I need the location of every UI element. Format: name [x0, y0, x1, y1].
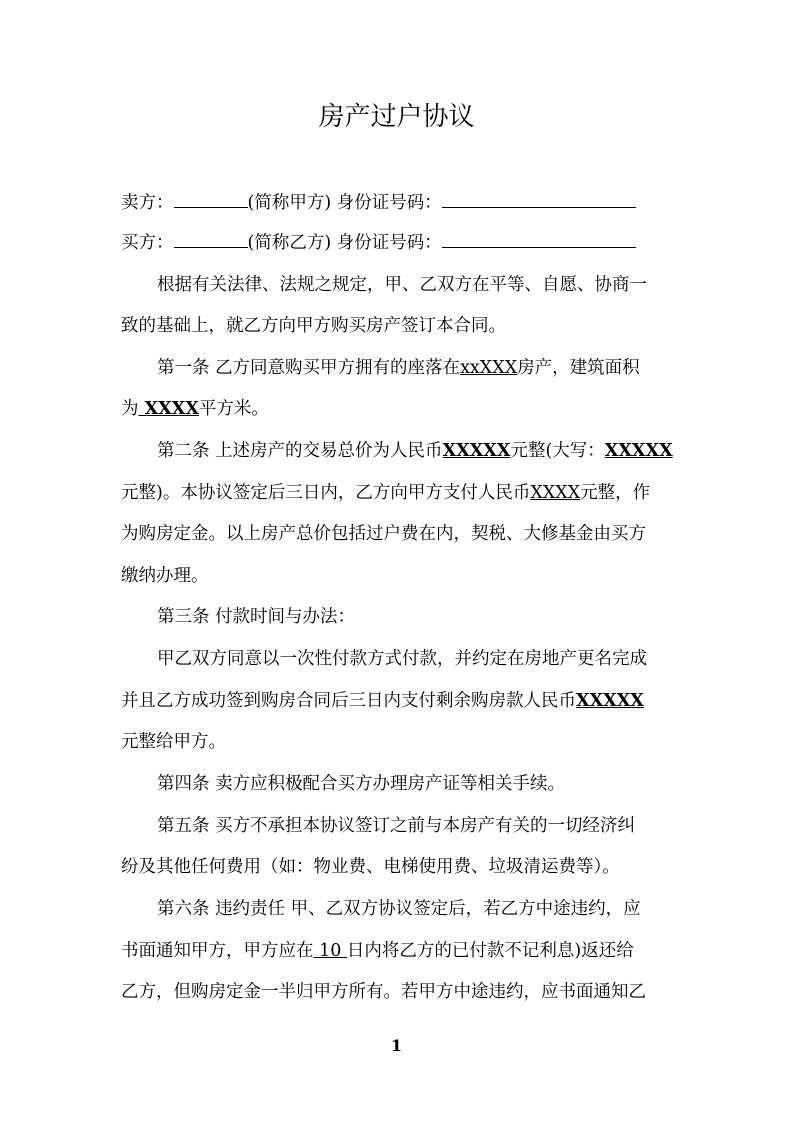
article-3-text: 并且乙方成功签到购房合同后三日内支付剩余购房款人民币	[121, 691, 576, 711]
seller-id-blank	[442, 190, 636, 208]
article-6-line-2	[121, 939, 681, 963]
seller-label: 卖方：	[121, 193, 174, 213]
article-2-line-3: 为购房定金。以上房产总价包括过户费在内，契税、大修基金由买方	[121, 524, 646, 544]
article-5-line-1: 第五条 买方不承担本协议签订之前与本房产有关的一切经济纠	[157, 816, 636, 836]
article-1-text-a: 第一条 乙方同意购买甲方拥有的座落在	[157, 358, 461, 378]
article-2-line-1	[121, 439, 681, 463]
article-4: 第四条 卖方应积极配合买方办理房产证等相关手续。	[157, 774, 566, 794]
article-1-text-b: 房产，建筑面积	[517, 358, 640, 378]
article-2-line-4: 缴纳办理。	[121, 566, 209, 586]
buyer-id-blank	[442, 230, 636, 248]
deposit-amount: XXXX	[530, 483, 581, 503]
document-title: 房产过户协议	[318, 102, 475, 132]
refund-days: 10	[313, 941, 347, 961]
seller-id-label: 身份证号码：	[336, 193, 442, 213]
buyer-alias: (简称乙方)	[247, 233, 332, 253]
total-price-upper: XXXXX	[604, 441, 673, 461]
page-number: 1	[390, 1036, 403, 1055]
article-6-text-a: 书面通知甲方，甲方应在	[121, 941, 314, 961]
buyer-id-label: 身份证号码：	[336, 233, 442, 253]
article-2-text-c: 元整)。本协议签定后三日内，乙方向甲方支付人民币	[121, 483, 531, 503]
article-3-line-2	[121, 689, 681, 713]
article-3-line-3: 元整给甲方。	[121, 732, 226, 752]
remaining-payment: XXXXX	[576, 691, 644, 711]
seller-line	[121, 190, 681, 215]
intro-line-2: 致的基础上，就乙方向甲方购买房产签订本合同。	[121, 316, 506, 336]
article-1-text-c: 为	[121, 399, 139, 419]
article-2-text-b: 元整(大写：	[510, 441, 605, 461]
article-5-line-2: 纷及其他任何费用（如：物业费、电梯使用费、垃圾清运费等）。	[121, 857, 620, 877]
article-6-line-1: 第六条 违约责任 甲、乙双方协议签定后，若乙方中途违约，应	[157, 899, 641, 919]
total-price: XXXXX	[442, 441, 511, 461]
property-area: XXXX	[138, 399, 199, 419]
article-6-line-3: 乙方，但购房定金一半归甲方所有。若甲方中途违约，应书面通知乙	[121, 982, 646, 1002]
article-1-text-d: 平方米。	[198, 399, 269, 419]
article-1-line-1	[121, 356, 681, 380]
article-2-text-a: 第二条 上述房产的交易总价为人民币	[157, 441, 443, 461]
seller-name-blank	[174, 190, 248, 208]
article-2-line-2	[121, 481, 681, 505]
seller-alias: (简称甲方)	[247, 193, 332, 213]
buyer-label: 买方：	[121, 233, 174, 253]
property-location: xxXXX	[460, 358, 518, 378]
intro-line-1: 根据有关法律、法规之规定，甲、乙双方在平等、自愿、协商一	[157, 275, 647, 295]
article-3-line-1: 甲乙双方同意以一次性付款方式付款，并约定在房地产更名完成	[157, 649, 647, 669]
article-3-heading: 第三条 付款时间与办法：	[157, 607, 356, 627]
article-6-text-b: 日内将乙方的已付款不记利息)返还给	[346, 941, 634, 961]
article-2-text-d: 元整，作	[580, 483, 651, 503]
article-1-line-2	[121, 397, 681, 421]
buyer-name-blank	[174, 230, 248, 248]
buyer-line	[121, 230, 681, 255]
